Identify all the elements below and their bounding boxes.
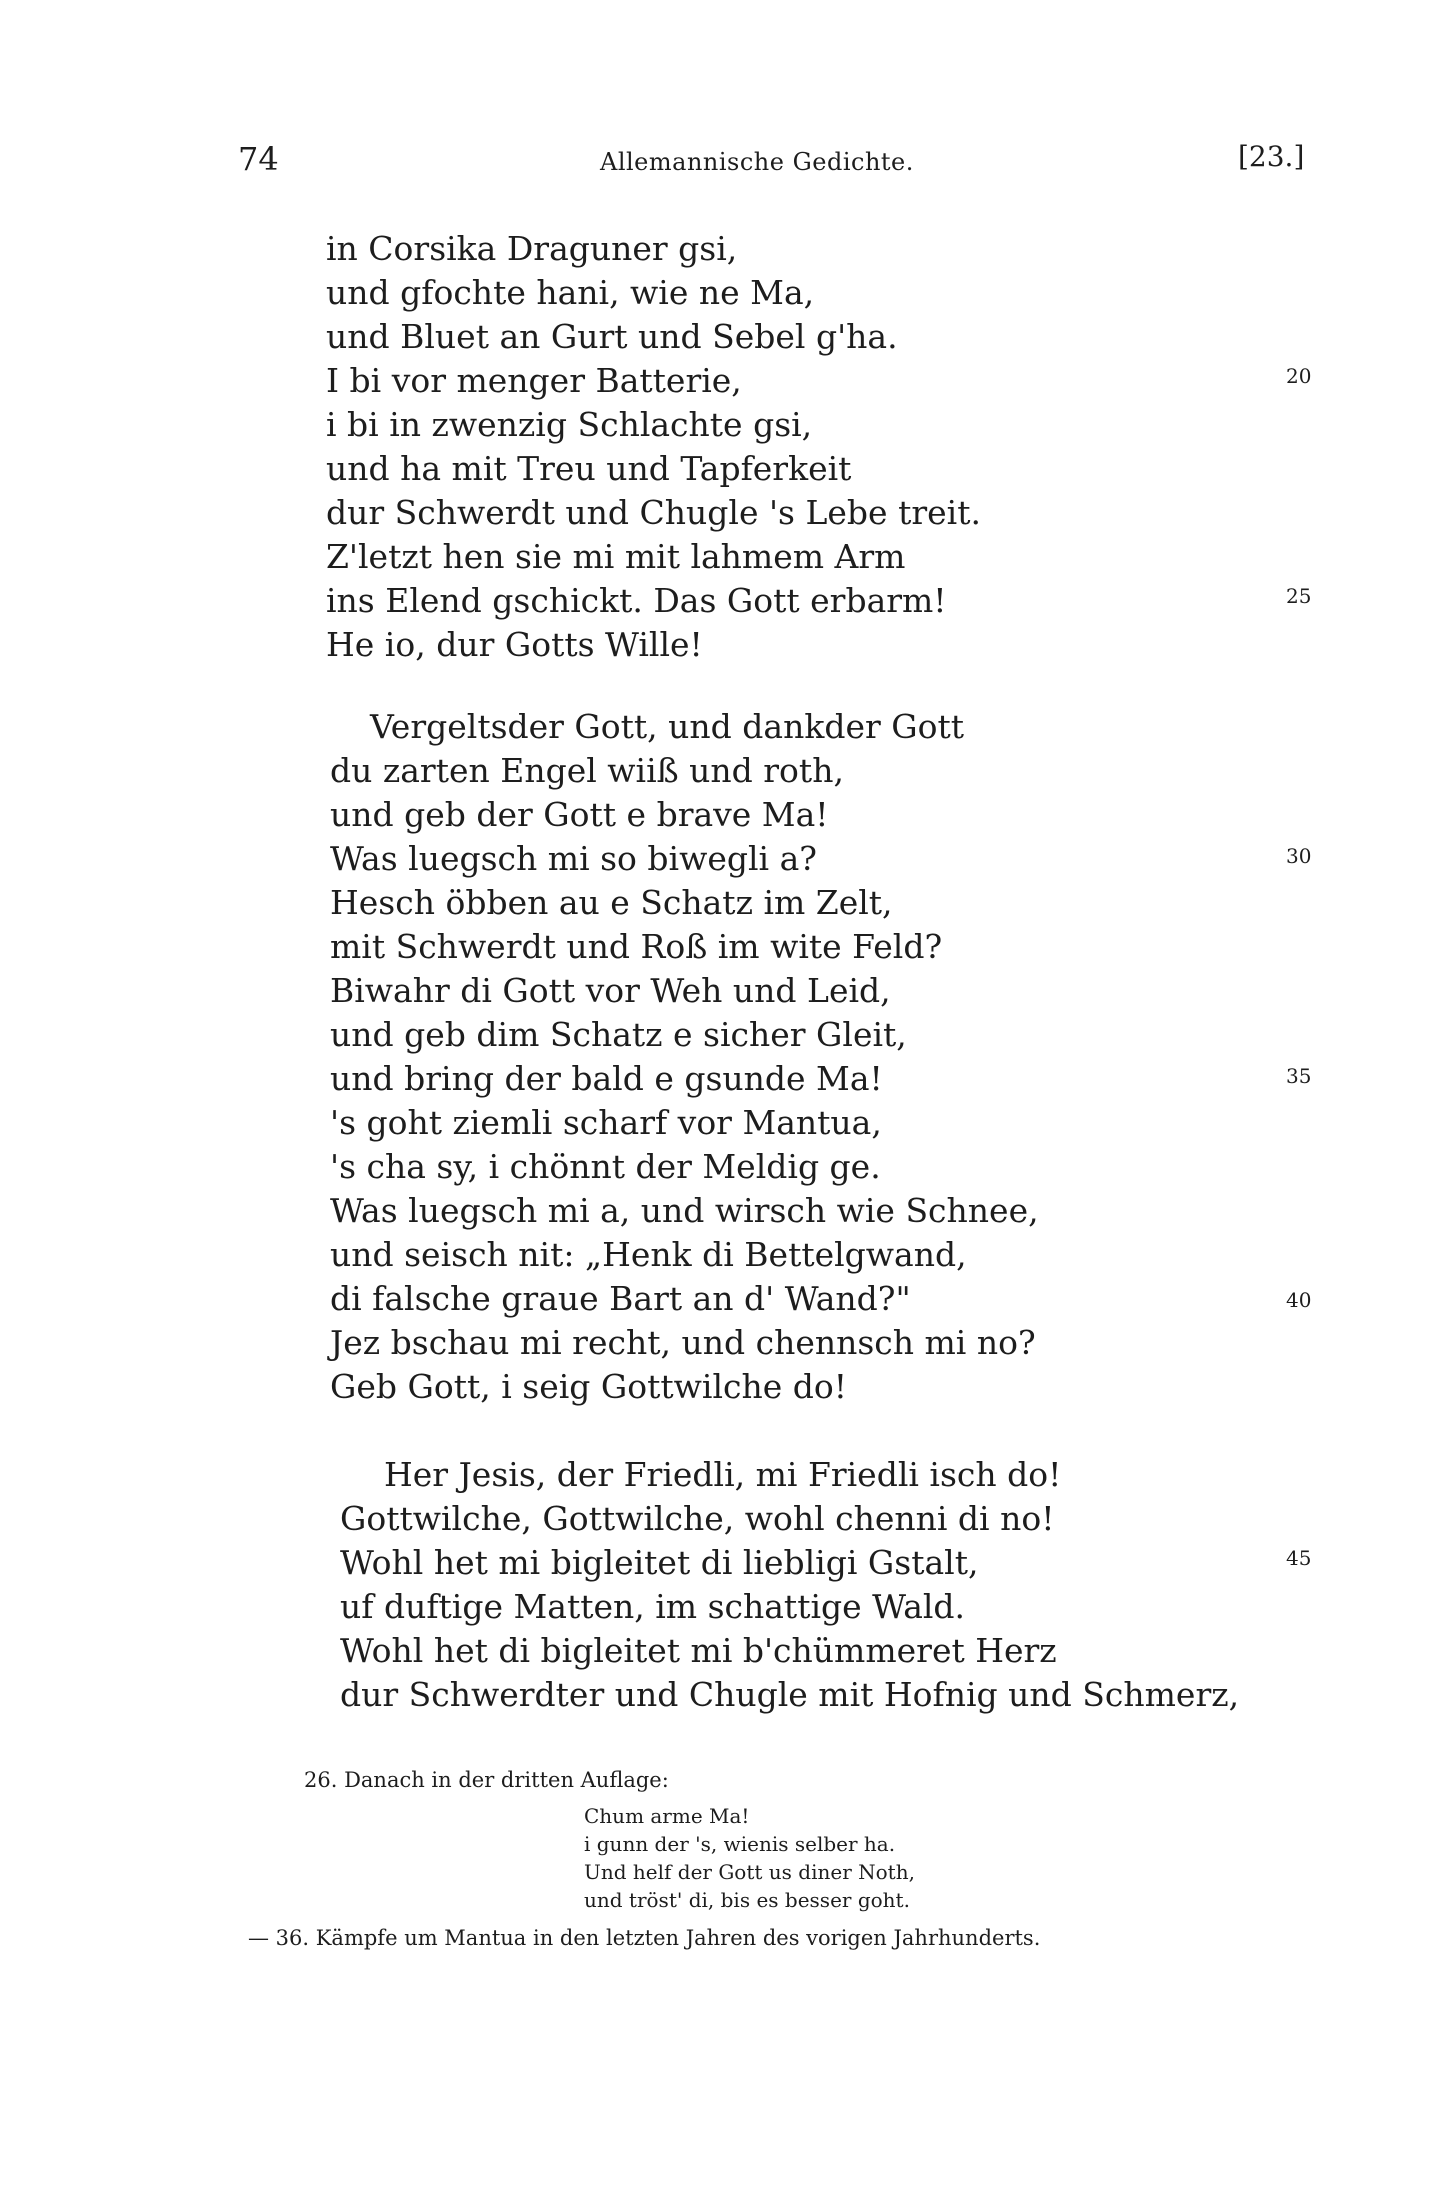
verse-line: Jez bschau mi recht, und chennsch mi no? — [330, 1323, 1036, 1362]
verse-line: und bring der bald e gsunde Ma! — [330, 1059, 883, 1098]
verse-line: He io, dur Gotts Wille! — [326, 625, 703, 664]
verse-line: mit Schwerdt und Roß im wite Feld? — [330, 927, 943, 966]
footnote-verse-line: i gunn der 's, wienis selber ha. — [584, 1832, 896, 1856]
verse-line: Hesch öbben au e Schatz im Zelt, — [330, 883, 893, 922]
verse-line: Biwahr di Gott vor Weh und Leid, — [330, 971, 891, 1010]
verse-line: Her Jesis, der Friedli, mi Friedli isch do! — [384, 1455, 1062, 1494]
verse-line: di falsche graue Bart an d' Wand?" — [330, 1279, 911, 1318]
footnote-text: — 36. Kämpfe um Mantua in den letzten Jahren des vorigen Jahrhunderts. — [248, 1926, 1041, 1950]
running-head — [0, 140, 1440, 180]
verse-line: ins Elend gschickt. Das Gott erbarm! — [326, 581, 947, 620]
verse-line: du zarten Engel wiiß und roth, — [330, 751, 844, 790]
line-number: 25 — [1286, 584, 1312, 608]
verse-line: Was luegsch mi so biwegli a? — [330, 839, 817, 878]
verse-line: und gfochte hani, wie ne Ma, — [326, 273, 815, 312]
verse-line: Wohl het mi bigleitet di liebligi Gstalt, — [340, 1543, 979, 1582]
verse-line: und geb dim Schatz e sicher Gleit, — [330, 1015, 907, 1054]
line-number: 40 — [1286, 1288, 1312, 1312]
running-title: Allemannische Gedichte. — [600, 148, 914, 176]
verse-line: und ha mit Treu und Tapferkeit — [326, 449, 852, 488]
verse-line: Vergeltsder Gott, und dankder Gott — [370, 707, 964, 746]
verse-line: und seisch nit: „Henk di Bettelgwand, — [330, 1235, 967, 1274]
verse-line: und Bluet an Gurt und Sebel g'ha. — [326, 317, 898, 356]
section-number: [23.] — [1238, 140, 1305, 173]
footnote-label: 26. Danach in der dritten Auflage: — [304, 1768, 669, 1792]
footnote-verse-line: und tröst' di, bis es besser goht. — [584, 1888, 910, 1912]
page-number: 74 — [238, 140, 279, 178]
line-number: 45 — [1286, 1546, 1312, 1570]
verse-line: i bi in zwenzig Schlachte gsi, — [326, 405, 813, 444]
footnote-verse-line: Und helf der Gott us diner Noth, — [584, 1860, 915, 1884]
verse-line: Gottwilche, Gottwilche, wohl chenni di no! — [340, 1499, 1055, 1538]
verse-line: dur Schwerdter und Chugle mit Hofnig und Schmerz, — [340, 1675, 1240, 1714]
verse-line: uf duftige Matten, im schattige Wald. — [340, 1587, 966, 1626]
verse-line: Was luegsch mi a, und wirsch wie Schnee, — [330, 1191, 1039, 1230]
verse-line: Wohl het di bigleitet mi b'chümmeret Herz — [340, 1631, 1057, 1670]
verse-line: 's cha sy, i chönnt der Meldig ge. — [330, 1147, 881, 1186]
verse-line: in Corsika Draguner gsi, — [326, 229, 738, 268]
verse-line: I bi vor menger Batterie, — [326, 361, 742, 400]
footnote-verse-line: Chum arme Ma! — [584, 1804, 750, 1828]
line-number: 30 — [1286, 844, 1312, 868]
verse-line: und geb der Gott e brave Ma! — [330, 795, 829, 834]
verse-line: Geb Gott, i seig Gottwilche do! — [330, 1367, 848, 1406]
verse-line: dur Schwerdt und Chugle 's Lebe treit. — [326, 493, 981, 532]
line-number: 35 — [1286, 1064, 1312, 1088]
verse-line: Z'letzt hen sie mi mit lahmem Arm — [326, 537, 906, 576]
line-number: 20 — [1286, 364, 1312, 388]
verse-line: 's goht ziemli scharf vor Mantua, — [330, 1103, 882, 1142]
